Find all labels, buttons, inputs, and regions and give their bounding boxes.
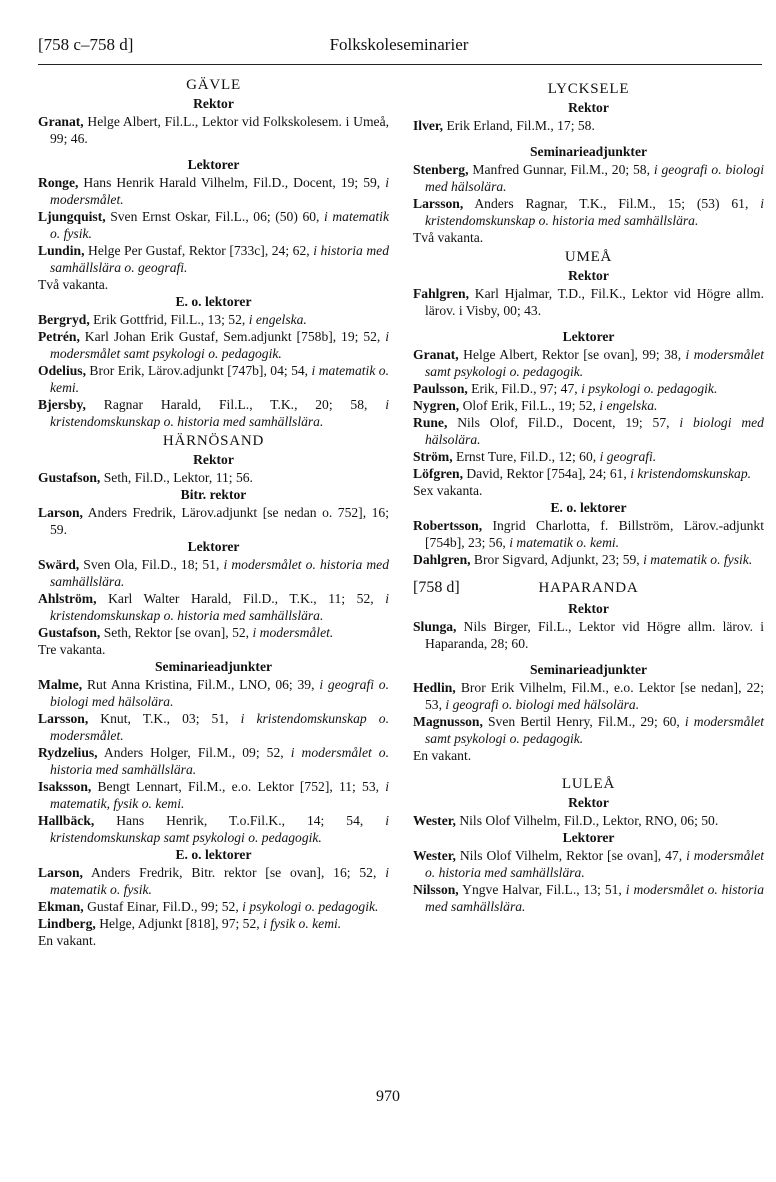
staff-details: Bror Sigvard, Adjunkt, 23; 59, — [470, 552, 644, 567]
staff-subjects: i matematik o. kemi. — [509, 535, 620, 550]
staff-surname: Fahlgren, — [413, 286, 470, 301]
staff-surname: Wester, — [413, 813, 456, 828]
staff-details: Nils Birger, Fil.L., Lektor vid Högre allm. lärov. i Haparanda, 28; 60. — [425, 619, 764, 651]
staff-surname: Larsson, — [38, 711, 89, 726]
staff-details: Bror Erik, Lärov.adjunkt [747b], 04; 54, — [85, 363, 312, 378]
staff-surname: Malme, — [38, 677, 83, 692]
staff-details: David, Rektor [754a], 24; 61, — [462, 466, 631, 481]
staff-entry — [413, 847, 764, 881]
staff-surname: Ekman, — [38, 899, 84, 914]
staff-details: Bror Erik Vilhelm, Fil.M., e.o. Lektor [se nedan], 22; 53, — [425, 680, 764, 712]
staff-entry — [38, 311, 389, 328]
staff-subjects: i modersmålet. — [252, 625, 334, 640]
staff-details: Helge Albert, Fil.L., Lektor vid Folkskolesem. i Umeå, 99; 46. — [50, 114, 389, 146]
city-heading: UMEÅ — [564, 249, 613, 265]
staff-entry — [38, 624, 389, 641]
staff-details: Erik, Fil.D., 97; 47, — [467, 381, 582, 396]
right-column — [413, 78, 764, 915]
staff-surname: Nygren, — [413, 398, 460, 413]
staff-surname: Gustafson, — [38, 625, 101, 640]
staff-surname: Wester, — [413, 848, 456, 863]
staff-surname: Dahlgren, — [413, 552, 471, 567]
staff-entry — [413, 812, 764, 829]
staff-entry — [413, 195, 764, 229]
role-subheading: E. o. lektorer — [175, 294, 252, 309]
staff-surname: Ahlström, — [38, 591, 97, 606]
staff-subjects: i matematik o. kemi. — [50, 363, 389, 395]
staff-details: Helge, Adjunkt [818], 97; 52, — [95, 916, 264, 931]
staff-entry — [38, 469, 389, 486]
staff-details: Hans Henrik, T.o.Fil.K., 14; 54, — [94, 813, 386, 828]
vacancy-note: Tre vakanta. — [38, 642, 106, 657]
staff-subjects: i kristendomskunskap o. modersmålet. — [50, 711, 389, 743]
staff-entry — [413, 285, 764, 319]
staff-subjects: i matematik, fysik o. kemi. — [50, 779, 389, 811]
staff-entry — [38, 504, 389, 538]
staff-surname: Löfgren, — [413, 466, 463, 481]
staff-subjects: i historia med samhällslära o. geografi. — [50, 243, 389, 275]
staff-surname: Odelius, — [38, 363, 86, 378]
staff-surname: Bjersby, — [38, 397, 86, 412]
page-number: 970 — [376, 1088, 400, 1105]
staff-subjects: i kristendomskunskap o. historia med samhällslära. — [50, 591, 389, 623]
staff-details: Karl Walter Harald, Fil.D., T.K., 11; 52, — [96, 591, 386, 606]
city-heading: GÄVLE — [186, 77, 241, 93]
staff-subjects: i kristendomskunskap samt psykologi o. pedagogik. — [50, 813, 389, 845]
city-heading: LYCKSELE — [547, 81, 630, 97]
staff-surname: Paulsson, — [413, 381, 468, 396]
spacer — [413, 134, 764, 143]
staff-details: Sven Bertil Henry, Fil.M., 29; 60, — [482, 714, 685, 729]
staff-details: Rut Anna Kristina, Fil.M., LNO, 06; 39, — [82, 677, 320, 692]
staff-surname: Ljungquist, — [38, 209, 106, 224]
staff-surname: Larson, — [38, 865, 83, 880]
staff-subjects: i modersmålet o. historia med samhällslära. — [50, 557, 390, 589]
staff-surname: Swärd, — [38, 557, 80, 572]
staff-details: Knut, T.K., 03; 51, — [88, 711, 241, 726]
role-subheading: Bitr. rektor — [180, 487, 247, 502]
role-subheading: Lektorer — [187, 157, 240, 172]
role-subheading: Seminarieadjunkter — [154, 659, 273, 674]
staff-entry — [38, 676, 389, 710]
staff-surname: Stenberg, — [413, 162, 469, 177]
page-title: Folkskoleseminarier — [329, 35, 469, 54]
staff-details: Nils Olof Vilhelm, Rektor [se ovan], 47, — [455, 848, 687, 863]
role-subheading: Lektorer — [187, 539, 240, 554]
staff-subjects: i psykologi o. pedagogik. — [581, 381, 718, 396]
staff-entry — [38, 590, 389, 624]
staff-surname: Rune, — [413, 415, 448, 430]
staff-subjects: i biologi med hälsolära. — [425, 415, 764, 447]
staff-surname: Robertsson, — [413, 518, 483, 533]
staff-entry — [38, 778, 389, 812]
staff-subjects: i geografi. — [599, 449, 657, 464]
staff-entry — [38, 396, 389, 430]
staff-entry — [38, 174, 389, 208]
vacancy-note: Två vakanta. — [413, 230, 484, 245]
role-subheading: E. o. lektorer — [550, 500, 627, 515]
role-subheading: Lektorer — [562, 329, 615, 344]
staff-subjects: i engelska. — [248, 312, 307, 327]
staff-surname: Bergryd, — [38, 312, 90, 327]
city-heading: HÄRNÖSAND — [162, 433, 265, 449]
staff-entry — [38, 242, 389, 276]
role-subheading: Rektor — [568, 601, 609, 616]
staff-surname: Rydzelius, — [38, 745, 98, 760]
section-code: [758 d] — [413, 579, 460, 596]
staff-subjects: i fysik o. kemi. — [263, 916, 342, 931]
section-heading — [413, 578, 764, 600]
role-subheading: Lektorer — [562, 830, 615, 845]
spacer — [413, 652, 764, 661]
staff-entry — [413, 679, 764, 713]
role-subheading: Seminarieadjunkter — [529, 144, 648, 159]
staff-subjects: i modersmålet. — [50, 175, 389, 207]
spacer — [413, 319, 764, 328]
staff-surname: Lundin, — [38, 243, 85, 258]
staff-details: Seth, Rektor [se ovan], 52, — [100, 625, 253, 640]
staff-entry — [413, 618, 764, 652]
spacer — [38, 147, 389, 156]
staff-subjects: i matematik o. fysik. — [50, 865, 389, 897]
staff-details: Ragnar Harald, Fil.L., T.K., 20; 58, — [85, 397, 386, 412]
staff-entry — [38, 328, 389, 362]
city-heading: HAPARANDA — [538, 580, 639, 596]
staff-entry — [38, 362, 389, 396]
staff-details: Gustaf Einar, Fil.D., 99; 52, — [83, 899, 243, 914]
staff-surname: Slunga, — [413, 619, 457, 634]
staff-surname: Larson, — [38, 505, 83, 520]
staff-entry — [413, 551, 764, 568]
role-subheading: Seminarieadjunkter — [529, 662, 648, 677]
staff-subjects: i modersmålet o. historia med samhällslära. — [425, 848, 764, 880]
vacancy-note: En vakant. — [413, 748, 472, 763]
staff-details: Anders Holger, Fil.M., 09; 52, — [97, 745, 291, 760]
staff-details: Sven Ola, Fil.D., 18; 51, — [79, 557, 224, 572]
staff-details: Anders Fredrik, Bitr. rektor [se ovan], 16; 52, — [82, 865, 386, 880]
staff-subjects: i kristendomskunskap. — [630, 466, 752, 481]
staff-surname: Hallbäck, — [38, 813, 95, 828]
staff-details: Bengt Lennart, Fil.M., e.o. Lektor [752], 11; 53, — [91, 779, 386, 794]
staff-subjects: i modersmålet samt psykologi o. pedagogik. — [425, 347, 764, 379]
page-header — [38, 36, 760, 60]
staff-entry — [413, 117, 764, 134]
staff-details: Sven Ernst Oskar, Fil.L., 06; (50) 60, — [105, 209, 325, 224]
role-subheading: Rektor — [568, 268, 609, 283]
staff-details: Ernst Ture, Fil.D., 12; 60, — [452, 449, 600, 464]
staff-surname: Granat, — [38, 114, 84, 129]
staff-subjects: i modersmålet samt psykologi o. pedagogik. — [50, 329, 389, 361]
staff-subjects: i modersmålet o. historia med samhällslära. — [50, 745, 390, 777]
staff-surname: Ilver, — [413, 118, 444, 133]
spacer — [413, 764, 764, 773]
staff-subjects: i geografi o. biologi med hälsolära. — [425, 162, 764, 194]
vacancy-note: Två vakanta. — [38, 277, 109, 292]
staff-subjects: i modersmålet o. historia med samhällslära. — [425, 882, 764, 914]
staff-entry — [38, 744, 389, 778]
staff-entry — [38, 915, 389, 932]
left-column — [38, 74, 389, 949]
staff-subjects: i kristendomskunskap o. historia med samhällslära. — [50, 397, 389, 429]
staff-surname: Granat, — [413, 347, 459, 362]
staff-subjects: i engelska. — [599, 398, 658, 413]
staff-entry — [413, 713, 764, 747]
city-heading: LULEÅ — [561, 776, 616, 792]
staff-subjects: i matematik o. fysik. — [50, 209, 389, 241]
staff-details: Nils Olof, Fil.D., Docent, 19; 57, — [447, 415, 680, 430]
staff-entry — [413, 414, 764, 448]
staff-surname: Hedlin, — [413, 680, 456, 695]
staff-details: Helge Albert, Rektor [se ovan], 99; 38, — [458, 347, 686, 362]
role-subheading: Rektor — [568, 100, 609, 115]
role-subheading: E. o. lektorer — [175, 847, 252, 862]
staff-details: Manfred Gunnar, Fil.M., 20; 58, — [468, 162, 654, 177]
header-rule — [38, 64, 762, 65]
staff-entry — [413, 881, 764, 915]
role-subheading: Rektor — [193, 96, 234, 111]
staff-entry — [38, 710, 389, 744]
staff-details: Ingrid Charlotta, f. Billström, Lärov.-adjunkt [754b], 23; 56, — [425, 518, 764, 550]
staff-entry — [38, 113, 389, 147]
staff-details: Erik Gottfrid, Fil.L., 13; 52, — [89, 312, 249, 327]
staff-details: Yngve Halvar, Fil.L., 13; 51, — [458, 882, 626, 897]
staff-details: Hans Henrik Harald Vilhelm, Fil.D., Docent, 19; 59, — [78, 175, 386, 190]
staff-details: Karl Hjalmar, T.D., Fil.K., Lektor vid Högre allm. lärov. i Visby, 00; 43. — [425, 286, 764, 318]
staff-entry — [38, 864, 389, 898]
staff-surname: Gustafson, — [38, 470, 101, 485]
staff-surname: Magnusson, — [413, 714, 483, 729]
staff-entry — [413, 346, 764, 380]
staff-details: Anders Ragnar, T.K., Fil.M., 15; (53) 61, — [463, 196, 761, 211]
staff-surname: Nilsson, — [413, 882, 459, 897]
staff-entry — [413, 380, 764, 397]
staff-entry — [38, 208, 389, 242]
staff-subjects: i modersmålet samt psykologi o. pedagogik. — [425, 714, 764, 746]
role-subheading: Rektor — [568, 795, 609, 810]
vacancy-note: Sex vakanta. — [413, 483, 483, 498]
staff-details: Karl Johan Erik Gustaf, Sem.adjunkt [758b], 19; 52, — [79, 329, 386, 344]
staff-entry — [413, 161, 764, 195]
staff-entry — [413, 448, 764, 465]
staff-surname: Lindberg, — [38, 916, 96, 931]
staff-details: Erik Erland, Fil.M., 17; 58. — [443, 118, 595, 133]
staff-entry — [38, 812, 389, 846]
staff-subjects: i geografi o. biologi med hälsolära. — [445, 697, 640, 712]
page-section-code: [758 c–758 d] — [38, 35, 134, 54]
staff-details: Anders Fredrik, Lärov.adjunkt [se nedan o. 752], 16; 59. — [50, 505, 389, 537]
staff-surname: Ronge, — [38, 175, 79, 190]
staff-details: Seth, Fil.D., Lektor, 11; 56. — [100, 470, 253, 485]
staff-entry — [413, 517, 764, 551]
role-subheading: Rektor — [193, 452, 234, 467]
staff-surname: Ström, — [413, 449, 453, 464]
staff-entry — [413, 397, 764, 414]
staff-surname: Isaksson, — [38, 779, 92, 794]
staff-surname: Petrén, — [38, 329, 80, 344]
staff-details: Nils Olof Vilhelm, Fil.D., Lektor, RNO, 06; 50. — [455, 813, 719, 828]
staff-subjects: i geografi o. biologi med hälsolära. — [50, 677, 389, 709]
staff-subjects: i psykologi o. pedagogik. — [242, 899, 379, 914]
staff-details: Helge Per Gustaf, Rektor [733c], 24; 62, — [84, 243, 314, 258]
staff-details: Olof Erik, Fil.L., 19; 52, — [459, 398, 600, 413]
vacancy-note: En vakant. — [38, 933, 97, 948]
staff-subjects: i kristendomskunskap o. historia med samhällslära. — [425, 196, 764, 228]
staff-surname: Larsson, — [413, 196, 464, 211]
staff-entry — [38, 556, 389, 590]
staff-entry — [413, 465, 764, 482]
staff-subjects: i matematik o. fysik. — [643, 552, 753, 567]
staff-entry — [38, 898, 389, 915]
